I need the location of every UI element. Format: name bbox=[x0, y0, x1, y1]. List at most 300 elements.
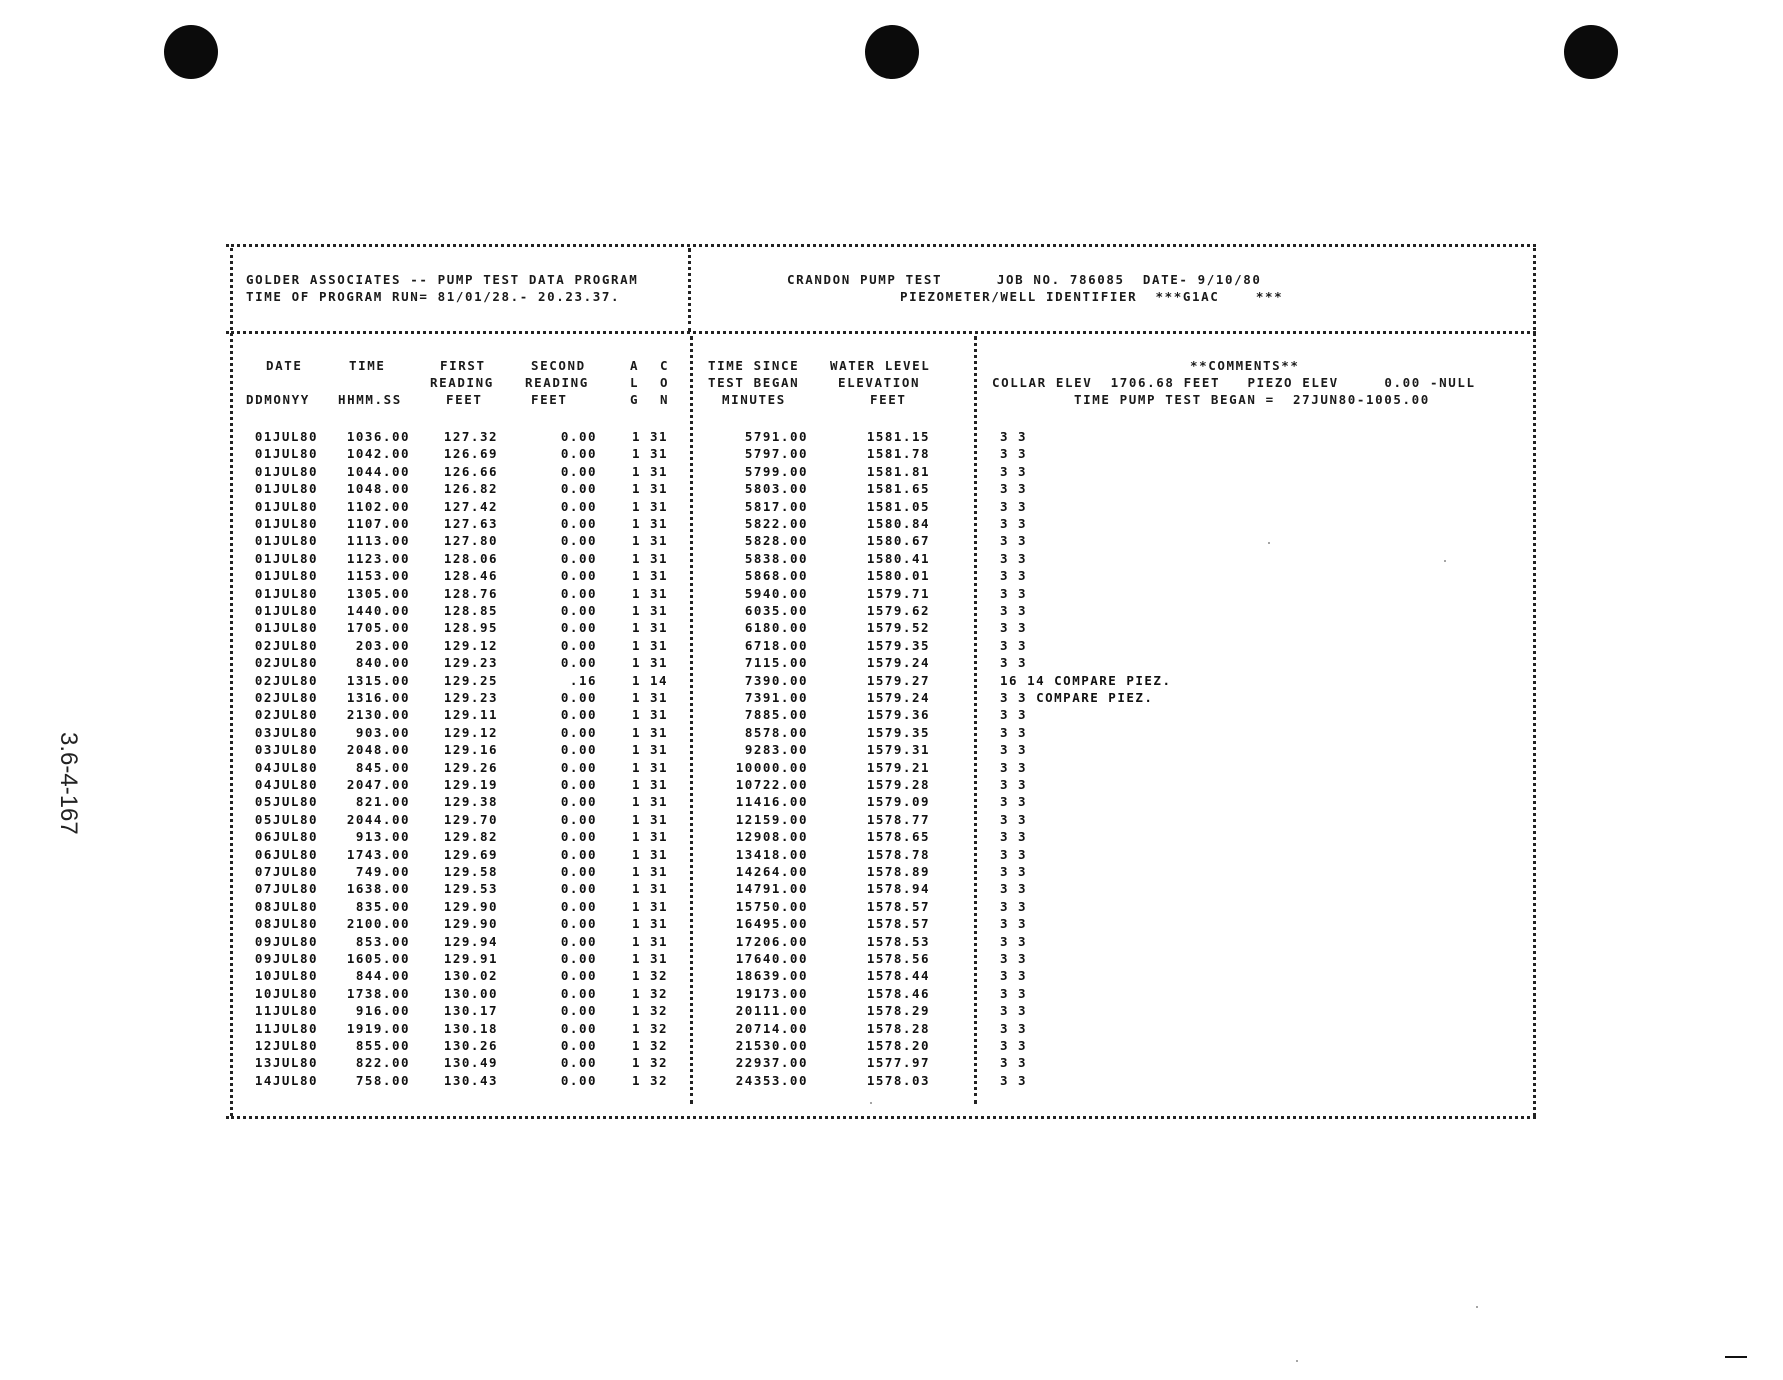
cell-water: 1581.15 bbox=[866, 429, 930, 444]
table-row bbox=[0, 777, 1783, 794]
cell-since: 5797.00 bbox=[744, 446, 808, 462]
cell-c: 31 bbox=[649, 864, 668, 879]
cell-water: 1580.67 bbox=[866, 533, 930, 549]
cell-second: 0.00 bbox=[560, 568, 597, 584]
cell-date: 11JUL80 bbox=[254, 1003, 318, 1019]
cell-water: 1578.94 bbox=[866, 881, 930, 897]
cell-time: 749.00 bbox=[355, 864, 410, 879]
cell-first: 129.90 bbox=[443, 898, 498, 914]
table-row bbox=[0, 707, 1783, 724]
cell-time: 1638.00 bbox=[346, 881, 410, 897]
cell-comment: 3 3 bbox=[1000, 881, 1028, 897]
cell-date: 04JUL80 bbox=[254, 759, 318, 775]
cell-date: 01JUL80 bbox=[254, 446, 318, 462]
cell-date: 13JUL80 bbox=[254, 1055, 318, 1071]
cell-comment: 3 3 bbox=[1000, 846, 1028, 862]
cell-second: 0.00 bbox=[560, 1003, 597, 1019]
page-label: 3.6-4-167 bbox=[55, 732, 82, 835]
cell-date: 01JUL80 bbox=[254, 498, 318, 514]
cell-comment: 3 3 bbox=[1000, 1072, 1028, 1088]
cell-since: 15750.00 bbox=[735, 898, 808, 914]
cell-since: 17206.00 bbox=[735, 933, 808, 949]
cell-first: 130.26 bbox=[443, 1038, 498, 1053]
cell-c: 31 bbox=[649, 951, 668, 966]
cell-c: 31 bbox=[649, 429, 668, 444]
cell-water: 1578.89 bbox=[866, 864, 930, 879]
cell-since: 14264.00 bbox=[735, 864, 808, 879]
table-row bbox=[0, 551, 1783, 568]
cell-c: 31 bbox=[649, 742, 668, 758]
cell-since: 7391.00 bbox=[744, 690, 808, 705]
cell-second: 0.00 bbox=[560, 707, 597, 723]
cell-a: 1 bbox=[631, 655, 641, 671]
cell-date: 03JUL80 bbox=[254, 724, 318, 740]
margin-dash bbox=[1725, 1356, 1747, 1358]
cell-comment: 3 3 bbox=[1000, 550, 1028, 566]
col-since-h3: MINUTES bbox=[722, 392, 786, 407]
punch-hole-left bbox=[164, 25, 218, 79]
cell-a: 1 bbox=[631, 533, 641, 549]
table-row bbox=[0, 516, 1783, 533]
cell-water: 1578.46 bbox=[866, 985, 930, 1001]
cell-a: 1 bbox=[631, 672, 641, 688]
cell-first: 129.91 bbox=[443, 951, 498, 966]
cell-first: 130.17 bbox=[443, 1003, 498, 1019]
cell-comment: 3 3 bbox=[1000, 864, 1028, 879]
cell-c: 31 bbox=[649, 707, 668, 723]
cell-since: 20111.00 bbox=[735, 1003, 808, 1019]
cell-since: 22937.00 bbox=[735, 1055, 808, 1071]
col-a-h3: G bbox=[630, 392, 640, 407]
cell-since: 7115.00 bbox=[744, 655, 808, 671]
cell-since: 7885.00 bbox=[744, 707, 808, 723]
table-row bbox=[0, 499, 1783, 516]
cell-date: 02JUL80 bbox=[254, 707, 318, 723]
table-row bbox=[0, 725, 1783, 742]
cell-date: 09JUL80 bbox=[254, 933, 318, 949]
cell-c: 31 bbox=[649, 463, 668, 479]
cell-time: 1048.00 bbox=[346, 481, 410, 497]
cell-comment: 3 3 bbox=[1000, 429, 1028, 444]
cell-since: 5822.00 bbox=[744, 516, 808, 531]
cell-second: 0.00 bbox=[560, 951, 597, 966]
cell-first: 130.49 bbox=[443, 1055, 498, 1071]
cell-first: 129.94 bbox=[443, 933, 498, 949]
cell-date: 10JUL80 bbox=[254, 985, 318, 1001]
cell-date: 11JUL80 bbox=[254, 1020, 318, 1036]
col-first-h3: FEET bbox=[446, 392, 483, 407]
cell-a: 1 bbox=[631, 585, 641, 601]
table-row bbox=[0, 1003, 1783, 1020]
cell-time: 1107.00 bbox=[346, 516, 410, 531]
cell-comment: 3 3 bbox=[1000, 1055, 1028, 1071]
cell-time: 2130.00 bbox=[346, 707, 410, 723]
cell-comment: 3 3 bbox=[1000, 481, 1028, 497]
cell-date: 05JUL80 bbox=[254, 811, 318, 827]
cell-time: 1036.00 bbox=[346, 429, 410, 444]
cell-water: 1579.62 bbox=[866, 603, 930, 618]
cell-first: 127.80 bbox=[443, 533, 498, 549]
col-first-h2: READING bbox=[430, 375, 494, 390]
col-c-h3: N bbox=[660, 392, 670, 407]
table-row bbox=[0, 673, 1783, 690]
cell-since: 16495.00 bbox=[735, 916, 808, 932]
cell-second: 0.00 bbox=[560, 498, 597, 514]
cell-first: 129.12 bbox=[443, 637, 498, 653]
cell-time: 203.00 bbox=[355, 637, 410, 653]
cell-c: 32 bbox=[649, 968, 668, 984]
cell-date: 05JUL80 bbox=[254, 794, 318, 810]
cell-comment: 3 3 bbox=[1000, 655, 1028, 671]
table-row bbox=[0, 968, 1783, 985]
cell-first: 129.69 bbox=[443, 846, 498, 862]
cell-water: 1578.78 bbox=[866, 846, 930, 862]
cell-a: 1 bbox=[631, 777, 641, 792]
cell-a: 1 bbox=[631, 1020, 641, 1036]
cell-a: 1 bbox=[631, 1055, 641, 1071]
cell-first: 129.16 bbox=[443, 742, 498, 758]
cell-second: 0.00 bbox=[560, 446, 597, 462]
cell-time: 1042.00 bbox=[346, 446, 410, 462]
cell-since: 8578.00 bbox=[744, 724, 808, 740]
header-separator bbox=[688, 248, 691, 332]
cell-a: 1 bbox=[631, 498, 641, 514]
cell-second: 0.00 bbox=[560, 968, 597, 984]
cell-comment: 3 3 COMPARE PIEZ. bbox=[1000, 690, 1154, 705]
cell-second: 0.00 bbox=[560, 898, 597, 914]
cell-c: 31 bbox=[649, 690, 668, 705]
cell-date: 01JUL80 bbox=[254, 516, 318, 531]
cell-a: 1 bbox=[631, 864, 641, 879]
cell-second: 0.00 bbox=[560, 846, 597, 862]
cell-date: 02JUL80 bbox=[254, 637, 318, 653]
table-row bbox=[0, 481, 1783, 498]
cell-first: 129.23 bbox=[443, 655, 498, 671]
cell-water: 1579.36 bbox=[866, 707, 930, 723]
cell-second: 0.00 bbox=[560, 603, 597, 618]
cell-water: 1580.84 bbox=[866, 516, 930, 531]
cell-first: 129.70 bbox=[443, 811, 498, 827]
cell-second: 0.00 bbox=[560, 1020, 597, 1036]
cell-comment: 16 14 COMPARE PIEZ. bbox=[1000, 672, 1172, 688]
cell-since: 5828.00 bbox=[744, 533, 808, 549]
cell-a: 1 bbox=[631, 446, 641, 462]
cell-a: 1 bbox=[631, 707, 641, 723]
cell-since: 14791.00 bbox=[735, 881, 808, 897]
table-row bbox=[0, 638, 1783, 655]
cell-time: 853.00 bbox=[355, 933, 410, 949]
cell-water: 1578.20 bbox=[866, 1038, 930, 1053]
test-title: CRANDON PUMP TEST JOB NO. 786085 DATE- 9/10/80 bbox=[787, 272, 1262, 287]
cell-date: 09JUL80 bbox=[254, 951, 318, 966]
cell-a: 1 bbox=[631, 985, 641, 1001]
cell-time: 903.00 bbox=[355, 724, 410, 740]
cell-a: 1 bbox=[631, 829, 641, 845]
cell-c: 31 bbox=[649, 777, 668, 792]
cell-date: 02JUL80 bbox=[254, 655, 318, 671]
cell-comment: 3 3 bbox=[1000, 829, 1028, 845]
comments-pump-test-began: TIME PUMP TEST BEGAN = 27JUN80-1005.00 bbox=[1074, 392, 1430, 407]
cell-date: 01JUL80 bbox=[254, 481, 318, 497]
table-row bbox=[0, 742, 1783, 759]
cell-first: 127.32 bbox=[443, 429, 498, 444]
cell-second: 0.00 bbox=[560, 864, 597, 879]
cell-first: 129.11 bbox=[443, 707, 498, 723]
col-time-h1: TIME bbox=[349, 358, 386, 373]
table-row bbox=[0, 568, 1783, 585]
cell-second: 0.00 bbox=[560, 933, 597, 949]
cell-a: 1 bbox=[631, 463, 641, 479]
cell-comment: 3 3 bbox=[1000, 1038, 1028, 1053]
table-row bbox=[0, 429, 1783, 446]
table-row bbox=[0, 464, 1783, 481]
col-a-h1: A bbox=[630, 358, 640, 373]
col-a-h2: L bbox=[630, 375, 640, 390]
cell-since: 6180.00 bbox=[744, 620, 808, 636]
cell-a: 1 bbox=[631, 568, 641, 584]
cell-since: 10000.00 bbox=[735, 759, 808, 775]
cell-since: 5817.00 bbox=[744, 498, 808, 514]
cell-c: 32 bbox=[649, 985, 668, 1001]
cell-first: 129.38 bbox=[443, 794, 498, 810]
cell-date: 03JUL80 bbox=[254, 742, 318, 758]
cell-water: 1578.53 bbox=[866, 933, 930, 949]
cell-a: 1 bbox=[631, 811, 641, 827]
cell-date: 01JUL80 bbox=[254, 620, 318, 636]
cell-water: 1578.44 bbox=[866, 968, 930, 984]
cell-time: 844.00 bbox=[355, 968, 410, 984]
cell-date: 01JUL80 bbox=[254, 429, 318, 444]
cell-time: 2044.00 bbox=[346, 811, 410, 827]
cell-first: 129.19 bbox=[443, 777, 498, 792]
table-row bbox=[0, 1073, 1783, 1090]
cell-c: 31 bbox=[649, 550, 668, 566]
cell-a: 1 bbox=[631, 794, 641, 810]
cell-a: 1 bbox=[631, 898, 641, 914]
cell-since: 18639.00 bbox=[735, 968, 808, 984]
cell-since: 5803.00 bbox=[744, 481, 808, 497]
cell-first: 128.06 bbox=[443, 550, 498, 566]
cell-time: 1044.00 bbox=[346, 463, 410, 479]
cell-water: 1579.35 bbox=[866, 724, 930, 740]
cell-water: 1581.05 bbox=[866, 498, 930, 514]
cell-second: 0.00 bbox=[560, 690, 597, 705]
cell-first: 129.12 bbox=[443, 724, 498, 740]
piezometer-identifier: PIEZOMETER/WELL IDENTIFIER ***G1AC *** bbox=[900, 289, 1284, 304]
cell-date: 08JUL80 bbox=[254, 898, 318, 914]
table-row bbox=[0, 620, 1783, 637]
cell-time: 822.00 bbox=[355, 1055, 410, 1071]
cell-c: 31 bbox=[649, 898, 668, 914]
program-title: GOLDER ASSOCIATES -- PUMP TEST DATA PROGRAM bbox=[246, 272, 639, 287]
table-row bbox=[0, 760, 1783, 777]
cell-since: 6718.00 bbox=[744, 637, 808, 653]
cell-time: 1153.00 bbox=[346, 568, 410, 584]
cell-water: 1578.03 bbox=[866, 1072, 930, 1088]
cell-comment: 3 3 bbox=[1000, 724, 1028, 740]
cell-water: 1578.57 bbox=[866, 916, 930, 932]
cell-second: 0.00 bbox=[560, 585, 597, 601]
cell-since: 12159.00 bbox=[735, 811, 808, 827]
cell-since: 13418.00 bbox=[735, 846, 808, 862]
cell-water: 1578.29 bbox=[866, 1003, 930, 1019]
cell-c: 32 bbox=[649, 1072, 668, 1088]
cell-second: 0.00 bbox=[560, 481, 597, 497]
cell-c: 31 bbox=[649, 620, 668, 636]
table-row bbox=[0, 655, 1783, 672]
cell-time: 758.00 bbox=[355, 1072, 410, 1088]
cell-second: 0.00 bbox=[560, 916, 597, 932]
cell-a: 1 bbox=[631, 429, 641, 444]
cell-date: 12JUL80 bbox=[254, 1038, 318, 1053]
table-row bbox=[0, 446, 1783, 463]
cell-water: 1581.65 bbox=[866, 481, 930, 497]
cell-second: 0.00 bbox=[560, 881, 597, 897]
cell-since: 19173.00 bbox=[735, 985, 808, 1001]
table-row bbox=[0, 881, 1783, 898]
cell-comment: 3 3 bbox=[1000, 985, 1028, 1001]
cell-water: 1580.41 bbox=[866, 550, 930, 566]
cell-first: 130.02 bbox=[443, 968, 498, 984]
cell-date: 01JUL80 bbox=[254, 533, 318, 549]
cell-since: 12908.00 bbox=[735, 829, 808, 845]
cell-date: 06JUL80 bbox=[254, 829, 318, 845]
table-row bbox=[0, 1038, 1783, 1055]
cell-time: 1305.00 bbox=[346, 585, 410, 601]
cell-since: 5838.00 bbox=[744, 550, 808, 566]
cell-since: 5791.00 bbox=[744, 429, 808, 444]
cell-a: 1 bbox=[631, 1003, 641, 1019]
cell-c: 32 bbox=[649, 1055, 668, 1071]
header-divider bbox=[226, 331, 1536, 334]
cell-comment: 3 3 bbox=[1000, 933, 1028, 949]
table-row bbox=[0, 847, 1783, 864]
cell-date: 01JUL80 bbox=[254, 568, 318, 584]
cell-comment: 3 3 bbox=[1000, 777, 1028, 792]
cell-c: 31 bbox=[649, 811, 668, 827]
cell-c: 31 bbox=[649, 846, 668, 862]
cell-a: 1 bbox=[631, 968, 641, 984]
cell-c: 32 bbox=[649, 1038, 668, 1053]
cell-time: 1743.00 bbox=[346, 846, 410, 862]
cell-time: 916.00 bbox=[355, 1003, 410, 1019]
cell-a: 1 bbox=[631, 1072, 641, 1088]
cell-c: 31 bbox=[649, 516, 668, 531]
cell-comment: 3 3 bbox=[1000, 916, 1028, 932]
cell-first: 126.69 bbox=[443, 446, 498, 462]
cell-time: 913.00 bbox=[355, 829, 410, 845]
cell-water: 1580.01 bbox=[866, 568, 930, 584]
cell-a: 1 bbox=[631, 724, 641, 740]
col-first-h1: FIRST bbox=[440, 358, 486, 373]
cell-c: 32 bbox=[649, 1020, 668, 1036]
cell-second: 0.00 bbox=[560, 794, 597, 810]
cell-c: 31 bbox=[649, 603, 668, 618]
cell-time: 835.00 bbox=[355, 898, 410, 914]
table-row bbox=[0, 586, 1783, 603]
cell-date: 01JUL80 bbox=[254, 603, 318, 618]
col-date-h1: DATE bbox=[266, 358, 303, 373]
table-row bbox=[0, 603, 1783, 620]
cell-water: 1578.56 bbox=[866, 951, 930, 966]
cell-time: 1123.00 bbox=[346, 550, 410, 566]
scan-speck bbox=[1444, 560, 1446, 562]
cell-second: 0.00 bbox=[560, 759, 597, 775]
cell-a: 1 bbox=[631, 951, 641, 966]
cell-since: 20714.00 bbox=[735, 1020, 808, 1036]
cell-c: 31 bbox=[649, 759, 668, 775]
cell-date: 02JUL80 bbox=[254, 672, 318, 688]
punch-hole-right bbox=[1564, 25, 1618, 79]
punch-hole-center bbox=[865, 25, 919, 79]
cell-time: 1113.00 bbox=[346, 533, 410, 549]
cell-comment: 3 3 bbox=[1000, 1020, 1028, 1036]
cell-since: 6035.00 bbox=[744, 603, 808, 618]
cell-water: 1578.28 bbox=[866, 1020, 930, 1036]
cell-comment: 3 3 bbox=[1000, 516, 1028, 531]
cell-first: 129.58 bbox=[443, 864, 498, 879]
cell-water: 1579.52 bbox=[866, 620, 930, 636]
cell-date: 10JUL80 bbox=[254, 968, 318, 984]
cell-first: 129.90 bbox=[443, 916, 498, 932]
cell-comment: 3 3 bbox=[1000, 620, 1028, 636]
cell-first: 126.82 bbox=[443, 481, 498, 497]
cell-time: 1315.00 bbox=[346, 672, 410, 688]
cell-time: 2047.00 bbox=[346, 777, 410, 792]
cell-second: 0.00 bbox=[560, 1055, 597, 1071]
table-row bbox=[0, 1055, 1783, 1072]
cell-c: 31 bbox=[649, 724, 668, 740]
cell-c: 31 bbox=[649, 568, 668, 584]
cell-water: 1577.97 bbox=[866, 1055, 930, 1071]
cell-date: 04JUL80 bbox=[254, 777, 318, 792]
col-second-h3: FEET bbox=[531, 392, 568, 407]
cell-since: 5940.00 bbox=[744, 585, 808, 601]
cell-second: 0.00 bbox=[560, 620, 597, 636]
cell-comment: 3 3 bbox=[1000, 1003, 1028, 1019]
cell-first: 129.82 bbox=[443, 829, 498, 845]
table-row bbox=[0, 951, 1783, 968]
cell-a: 1 bbox=[631, 1038, 641, 1053]
cell-a: 1 bbox=[631, 881, 641, 897]
cell-second: 0.00 bbox=[560, 463, 597, 479]
cell-date: 07JUL80 bbox=[254, 881, 318, 897]
cell-c: 31 bbox=[649, 481, 668, 497]
cell-date: 01JUL80 bbox=[254, 550, 318, 566]
cell-first: 126.66 bbox=[443, 463, 498, 479]
cell-second: 0.00 bbox=[560, 637, 597, 653]
cell-since: 24353.00 bbox=[735, 1072, 808, 1088]
cell-water: 1578.65 bbox=[866, 829, 930, 845]
cell-a: 1 bbox=[631, 933, 641, 949]
cell-c: 31 bbox=[649, 446, 668, 462]
table-row bbox=[0, 690, 1783, 707]
cell-water: 1578.77 bbox=[866, 811, 930, 827]
cell-a: 1 bbox=[631, 637, 641, 653]
comments-collar-elevation: COLLAR ELEV 1706.68 FEET PIEZO ELEV 0.00 -NULL bbox=[992, 375, 1476, 390]
cell-second: 0.00 bbox=[560, 533, 597, 549]
cell-a: 1 bbox=[631, 742, 641, 758]
cell-second: 0.00 bbox=[560, 811, 597, 827]
cell-c: 14 bbox=[649, 672, 668, 688]
col-second-h2: READING bbox=[525, 375, 589, 390]
cell-c: 31 bbox=[649, 933, 668, 949]
cell-first: 130.43 bbox=[443, 1072, 498, 1088]
cell-first: 128.76 bbox=[443, 585, 498, 601]
cell-comment: 3 3 bbox=[1000, 968, 1028, 984]
col-date-h3: DDMONYY bbox=[246, 392, 310, 407]
scan-speck bbox=[1268, 542, 1270, 544]
